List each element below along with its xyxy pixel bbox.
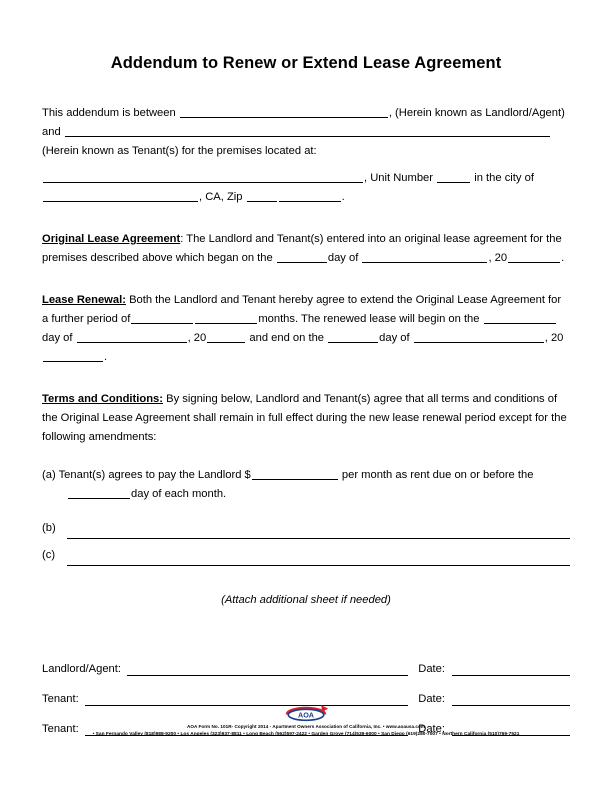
premises-address-line [42, 169, 570, 188]
street-address-blank[interactable] [43, 171, 363, 183]
renewal-period-blank-1[interactable] [131, 312, 193, 324]
monthly-rent-blank[interactable] [252, 468, 338, 480]
renewal-end-day-blank[interactable] [328, 331, 378, 343]
amendment-a [42, 466, 570, 504]
city-blank[interactable] [43, 190, 198, 202]
amendment-a-text-2: per month as rent due on or before the [341, 468, 534, 481]
section-heading-terms: Terms and Conditions: [42, 392, 163, 405]
intro-line-1-suffix: , (Herein known as Landlord/Agent) [388, 106, 565, 119]
amendment-c [42, 539, 570, 566]
page-title: Addendum to Renew or Extend Lease Agreement [110, 54, 502, 72]
renewal-end-day-label: day of [379, 331, 410, 344]
original-lease-year-blank[interactable] [508, 251, 560, 263]
zip-period: . [341, 190, 345, 203]
attach-sheet-note: (Attach additional sheet if needed) [221, 593, 391, 606]
renewal-end-year-blank[interactable] [43, 350, 103, 362]
tenant-names-blank[interactable] [65, 125, 550, 137]
spacer [42, 161, 570, 169]
landlord-name-blank[interactable] [180, 106, 388, 118]
section-terms-and-conditions [42, 390, 570, 447]
section-heading-original-lease: Original Lease Agreement [42, 232, 181, 245]
amendment-c-tag: (c) [42, 548, 56, 561]
amendment-b-tag: (b) [42, 521, 56, 534]
renewal-end-period: . [104, 350, 108, 363]
section-heading-lease-renewal: Lease Renewal: [42, 293, 126, 306]
svg-text:AOA: AOA [298, 710, 314, 720]
renewal-begin-year-label: , 20 [187, 331, 207, 344]
tenant-2-date-label: Date: [418, 722, 445, 735]
intro-line-1 [42, 104, 570, 123]
page-footer [0, 700, 612, 738]
section-original-lease-agreement [42, 230, 570, 268]
renewal-period-blank-2[interactable] [195, 312, 257, 324]
intro-line-2 [42, 123, 570, 142]
intro-line-3: (Herein known as Tenant(s) for the premises located at: [42, 144, 317, 157]
spacer [42, 447, 570, 466]
renewal-end-year-label: , 20 [544, 331, 564, 344]
renewal-begin-day-label: day of [42, 331, 73, 344]
premises-city-line [42, 188, 570, 207]
spacer [42, 504, 570, 512]
section-heading-colon: : [180, 232, 184, 245]
amendment-a-tag: (a) [42, 468, 56, 481]
original-lease-month-blank[interactable] [362, 251, 487, 263]
renewal-months-label: months. The renewed lease will begin on the [258, 312, 480, 325]
footer-copyright: AOA Form No. 101R- Copyright 2014 - Apartment Owners Association of California, Inc. • www.aoausa.com [186, 724, 425, 729]
amendment-b [42, 512, 570, 539]
unit-number-blank[interactable] [437, 171, 470, 183]
spacer [42, 268, 570, 291]
landlord-date-blank[interactable] [452, 663, 570, 676]
zip-blank-1[interactable] [247, 190, 277, 202]
amendment-c-blank[interactable] [67, 553, 570, 566]
unit-number-label: , Unit Number [364, 171, 434, 184]
intro-line-2-prefix: and [42, 125, 61, 138]
state-zip-label: , CA, Zip [199, 190, 243, 203]
original-lease-year-label: , 20 [488, 251, 508, 264]
signature-row-landlord [42, 646, 570, 676]
city-label: in the city of [474, 171, 534, 184]
zip-blank-2[interactable] [279, 190, 341, 202]
original-lease-text: The Landlord and Tenant(s) entered into an original lease agreement for the premises described above which began on the [42, 232, 562, 264]
spacer [42, 207, 570, 230]
original-lease-period: . [561, 251, 565, 264]
section-lease-renewal [42, 291, 570, 367]
footer-branch-offices: • San Fernando Valley (818)988-9200 • Los Angeles (323)937-8811 • Long Beach (562)597-2422 • Garden Grove (714)539-6000 • San Diego (619)280-7007 • Northern California (510)769-7521 [92, 732, 520, 737]
amendment-b-blank[interactable] [67, 526, 570, 539]
landlord-date-label: Date: [418, 662, 445, 675]
renewal-begin-year-blank[interactable] [207, 331, 245, 343]
terms-text: By signing below, Landlord and Tenant(s) agree that all terms and conditions of the Original Lease Agreement shall remain in full effect during the new lease renewal period except for the following amendments: [42, 392, 567, 443]
renewal-begin-month-blank[interactable] [77, 331, 187, 343]
tenant-2-signature-label: Tenant: [42, 722, 79, 735]
landlord-signature-blank[interactable] [127, 663, 408, 676]
renewal-end-month-blank[interactable] [414, 331, 544, 343]
aoa-logo-icon [280, 700, 332, 722]
lease-renewal-text: Both the Landlord and Tenant hereby agree to extend the Original Lease Agreement for a further period of [42, 293, 562, 325]
tenant-1-date-label: Date: [418, 692, 445, 705]
spacer [42, 566, 570, 580]
amendment-a-text-3: day of each month. [131, 487, 227, 500]
amendment-a-text-1: Tenant(s) agrees to pay the Landlord $ [58, 468, 251, 481]
landlord-signature-label: Landlord/Agent: [42, 662, 121, 675]
tenant-1-signature-label: Tenant: [42, 692, 79, 705]
intro-line-1-prefix: This addendum is between [42, 106, 176, 119]
spacer [42, 367, 570, 390]
renewal-end-label: and end on the [249, 331, 325, 344]
original-lease-day-label: day of [327, 251, 359, 264]
intro-block [42, 104, 570, 610]
original-lease-day-blank[interactable] [277, 251, 327, 263]
renewal-begin-day-blank[interactable] [484, 312, 556, 324]
spacer [42, 74, 570, 104]
rent-due-day-blank[interactable] [68, 487, 130, 499]
